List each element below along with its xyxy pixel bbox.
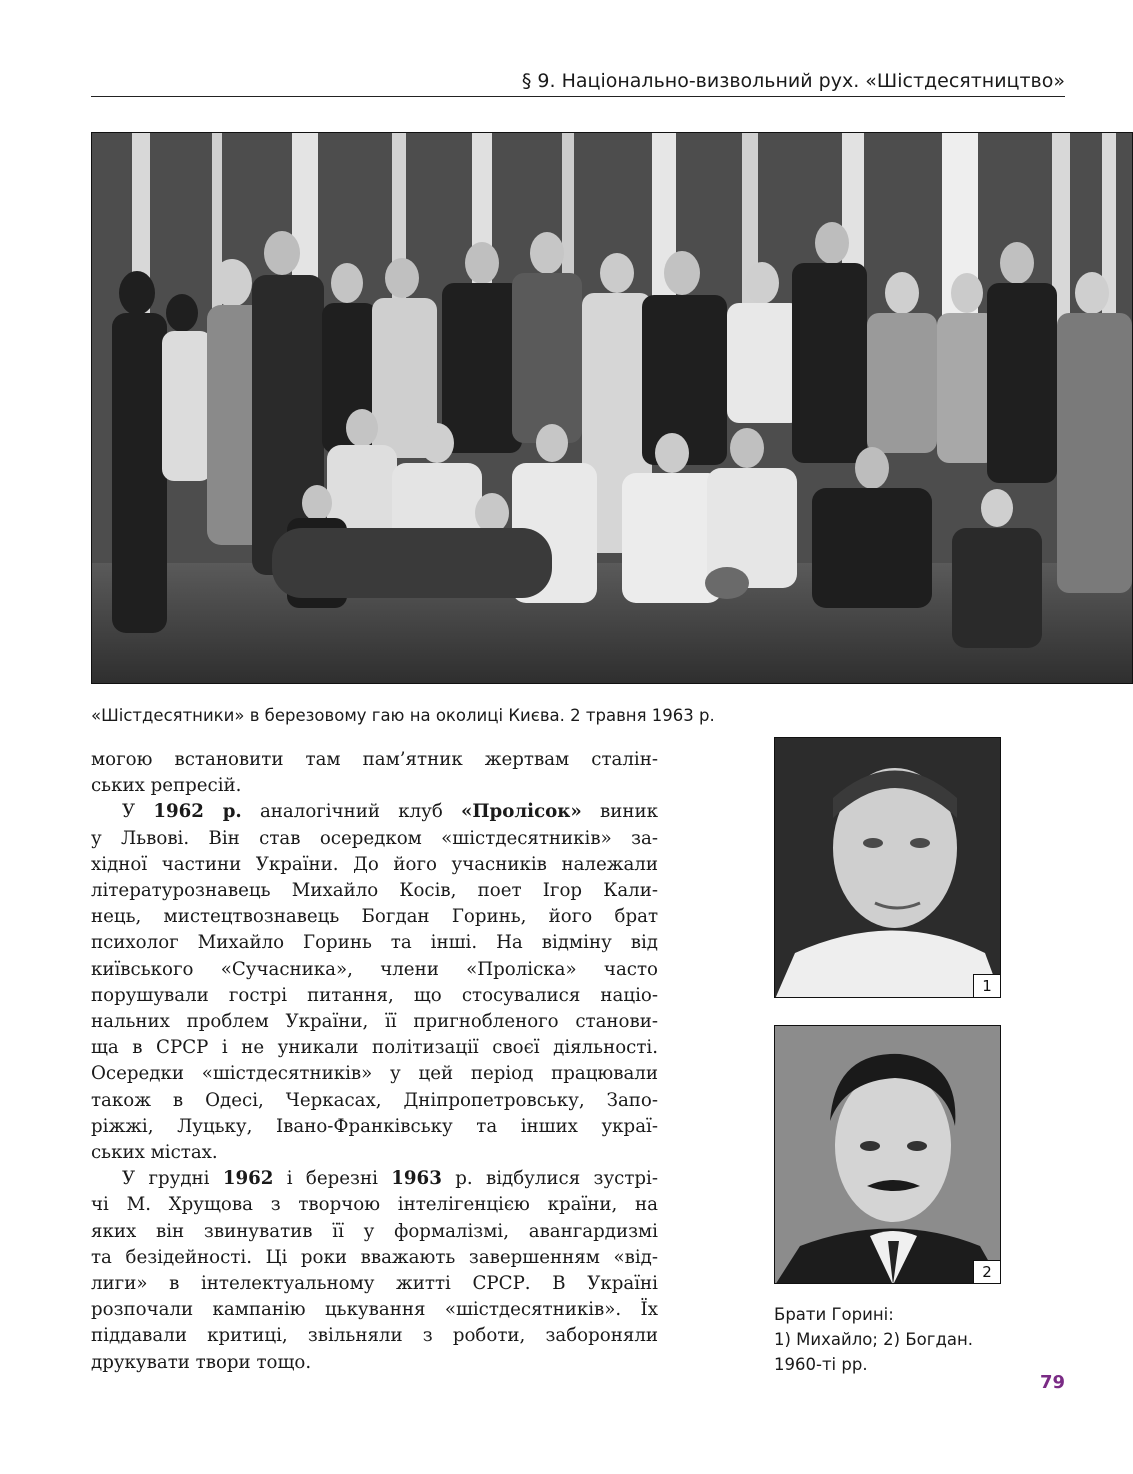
body-text <box>91 747 658 1376</box>
group-photo-image <box>92 133 1133 684</box>
text-line: літературознавець Михайло Косів, поет Ігор Кали- <box>91 880 658 902</box>
year-highlight: 1962 <box>222 1168 274 1190</box>
portrait-number: 1 <box>973 974 1001 998</box>
text-line: лиги» в інтелектуальному житті СРСР. В Україні <box>91 1273 658 1295</box>
header-divider <box>91 96 1065 97</box>
text-line: нальних проблем України, її пригнобленого станови- <box>91 1011 658 1033</box>
portrait-caption <box>774 1302 1014 1377</box>
text-line: У грудні 1962 і березні 1963 р. відбулися зустрі- <box>122 1168 659 1190</box>
text-line: психолог Михайло Горинь та інші. На відміну від <box>91 932 658 954</box>
text-line: ських містах. <box>91 1142 218 1164</box>
text-line: друкувати твори тощо. <box>91 1351 312 1373</box>
lead-post: виник <box>581 801 658 823</box>
text-line: Осередки «шістдесятників» у цей період працювали <box>91 1063 658 1085</box>
text-line: розпочали кампанію цькування «шістдесятників». Їх <box>91 1299 658 1321</box>
text-line: хідної частини України. До його учасників належали <box>91 853 658 875</box>
text-line: яких він звинуватив її у формалізмі, авангардизмі <box>91 1220 658 1242</box>
text-line: та безідейності. Ці роки вважають завершенням «від- <box>91 1246 658 1268</box>
club-name: «Пролісок» <box>460 801 582 823</box>
year-highlight: 1963 <box>391 1168 442 1190</box>
text-line: у Львові. Він став осередком «шістдесятників» за- <box>91 827 658 849</box>
caption-line: Брати Горині: <box>774 1305 894 1324</box>
text-line: ріжжі, Луцьку, Івано-Франківську та інших украї- <box>91 1115 658 1137</box>
text-line: ських репресій. <box>91 775 242 797</box>
caption-line: 1) Михайло; 2) Богдан. <box>774 1330 973 1349</box>
running-header: § 9. Національно-визвольний рух. «Шістдесятництво» <box>521 70 1065 92</box>
paragraph-lead <box>91 799 658 825</box>
text-line: нець, мистецтвознавець Богдан Горинь, його брат <box>91 906 658 928</box>
text-line: порушували гострі питання, що стосувалися націо- <box>91 984 658 1006</box>
page-number: 79 <box>1039 1372 1065 1393</box>
lead-year: 1962 р. <box>153 801 242 823</box>
lead-pre: У <box>122 801 154 823</box>
text-line: також в Одесі, Черкасах, Дніпропетровську, Запо- <box>91 1089 658 1111</box>
lead-mid: аналогічний клуб <box>241 801 461 823</box>
group-photo <box>91 132 1133 684</box>
group-photo-caption: «Шістдесятники» в березовому гаю на околиці Києва. 2 травня 1963 р. <box>91 706 715 725</box>
text-line: могою встановити там пам’ятник жертвам сталін- <box>91 749 658 770</box>
text-line: київського «Сучасника», члени «Проліска» часто <box>91 958 658 980</box>
portrait-bohdan <box>774 1025 1001 1284</box>
caption-line: 1960-ті рр. <box>774 1355 868 1374</box>
portrait-image <box>775 1026 1001 1284</box>
text-line: чі М. Хрущова з творчою інтелігенцією країни, на <box>91 1194 658 1216</box>
text-line: ща в СРСР і не уникали політизації своєї діяльності. <box>91 1037 658 1059</box>
text-line: піддавали критиці, звільняли з роботи, забороняли <box>91 1325 658 1347</box>
portrait-mykhailo <box>774 737 1001 998</box>
portrait-image <box>775 738 1001 998</box>
portrait-number: 2 <box>973 1260 1001 1284</box>
